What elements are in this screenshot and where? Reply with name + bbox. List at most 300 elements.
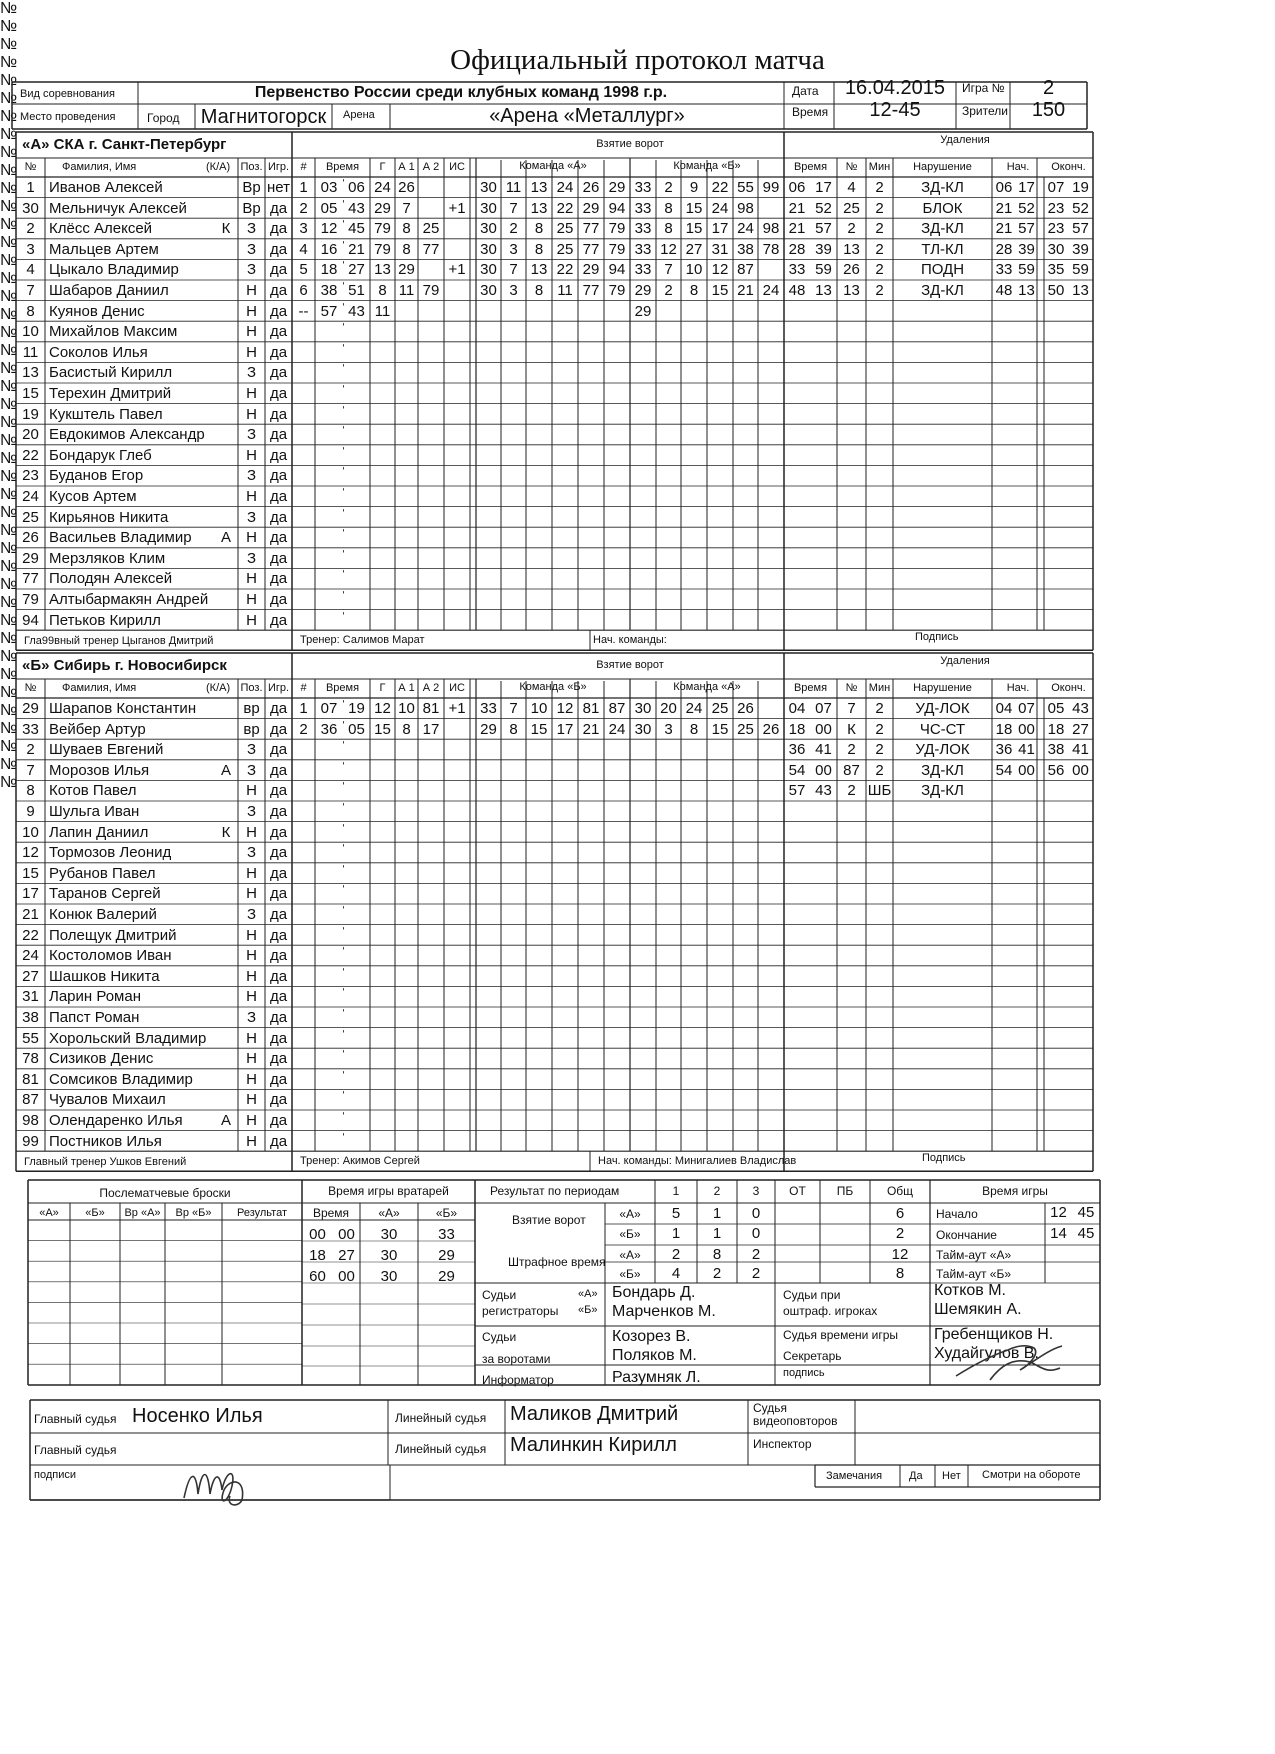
on-ice-own: 7	[509, 261, 518, 279]
goal-minute: 38	[320, 282, 338, 299]
penalty-start-sec: 59	[1018, 261, 1035, 279]
goal-minute: 07	[320, 700, 338, 717]
on-ice-own: 17	[556, 720, 574, 738]
period-value: 1	[671, 1225, 681, 1242]
player-name: Цыкало Владимир	[49, 261, 179, 279]
time-separator: ˈ	[341, 197, 346, 215]
goal-number: 1	[299, 700, 308, 717]
player-name: Сизиков Денис	[49, 1050, 154, 1068]
scorer-b: Марченков М.	[612, 1303, 716, 1320]
penalty-minute: 33	[788, 261, 806, 279]
form-text: №	[0, 324, 18, 341]
time-separator: ˈ	[341, 1130, 346, 1148]
player-position: З	[246, 803, 257, 820]
secretary-signature-label: подпись	[783, 1367, 825, 1379]
penalty-infraction: ТЛ-КЛ	[921, 240, 964, 258]
on-ice-own: 13	[530, 199, 548, 217]
scorers-label: Судьи	[482, 1288, 517, 1302]
period-value: 2	[751, 1265, 761, 1282]
penalty-minutes: 2	[875, 179, 884, 196]
on-ice-opp: 33	[634, 220, 652, 238]
penalty-player: 26	[843, 261, 860, 279]
timeout-b-label: Тайм-аут «Б»	[936, 1267, 1012, 1281]
period-pim-label: Штрафное время	[508, 1255, 606, 1269]
penalty-second: 59	[815, 261, 832, 279]
on-ice-opp: 26	[762, 720, 780, 738]
on-ice-own: 94	[608, 199, 626, 217]
player-number: 55	[22, 1029, 39, 1047]
form-text: №	[0, 270, 18, 287]
col-pen-time: Время	[793, 682, 828, 694]
player-position: Н	[246, 611, 257, 629]
player-number: 7	[26, 761, 35, 779]
period-value: 12	[891, 1246, 909, 1263]
penalty-judge-2: Шемякин А.	[934, 1301, 1022, 1318]
player-number: 81	[22, 1070, 39, 1088]
player-played: нет	[267, 179, 290, 196]
player-position: Вр	[242, 179, 261, 196]
goal-number: 5	[299, 261, 308, 279]
player-number: 2	[26, 741, 35, 759]
form-text: №	[0, 432, 18, 449]
goal-scorer: 12	[374, 700, 391, 717]
penalty-start-min: 36	[995, 741, 1013, 759]
player-played: да	[269, 323, 288, 341]
time-separator: ˈ	[341, 821, 346, 839]
player-position: Н	[246, 864, 257, 882]
goal-minute: 36	[320, 720, 338, 738]
player-position: Н	[246, 1132, 257, 1150]
goal-scorer: 79	[374, 220, 391, 238]
form-text: №	[0, 522, 18, 539]
scorer-b-tag: «Б»	[578, 1304, 598, 1316]
player-name: Костоломов Иван	[49, 947, 172, 965]
period-value: 0	[751, 1225, 761, 1242]
player-name: Куянов Денис	[49, 302, 145, 320]
player-position: Н	[246, 385, 257, 402]
penalty-end-min: 23	[1047, 220, 1065, 238]
goalie-a: 30	[380, 1268, 398, 1285]
on-ice-opp: 25	[711, 700, 729, 717]
arena-value: «Арена «Металлург»	[489, 105, 685, 127]
time-separator: ˈ	[341, 1048, 346, 1066]
period-value: 1	[712, 1225, 722, 1242]
scorer-a: Бондарь Д.	[612, 1284, 696, 1301]
col-name: Фамилия, Имя	[62, 682, 137, 694]
time-separator: ˈ	[341, 465, 346, 483]
player-position: Вр	[242, 199, 261, 217]
on-ice-own: 30	[480, 199, 497, 217]
player-position: Н	[246, 823, 257, 841]
col-goal-time: Время	[325, 682, 360, 694]
player-name: Таранов Сергей	[49, 885, 161, 903]
player-position: Н	[246, 446, 257, 464]
penalty-minute: 21	[788, 220, 806, 238]
player-name: Васильев Владимир	[49, 529, 192, 547]
form-text: №	[0, 774, 18, 791]
goal-number: --	[298, 302, 309, 320]
penalty-start-sec: 17	[1018, 179, 1035, 196]
period-value: 6	[895, 1205, 905, 1222]
goalie-second: 27	[338, 1247, 355, 1264]
on-ice-own: 24	[556, 179, 574, 196]
player-name: Иванов Алексей	[49, 179, 163, 196]
penalty-end-sec: 39	[1072, 240, 1089, 258]
player-name: Хорольский Владимир	[49, 1029, 207, 1047]
linesman-2: Малинкин Кирилл	[510, 1434, 677, 1456]
form-text: №	[0, 738, 18, 755]
arena-label: Арена	[343, 109, 375, 121]
player-number: 31	[22, 988, 39, 1006]
penalty-end-sec: 59	[1072, 261, 1089, 279]
player-played: да	[269, 803, 288, 820]
on-ice-own: 79	[608, 220, 626, 238]
on-ice-own: 25	[556, 240, 574, 258]
player-played: да	[269, 220, 288, 238]
player-number: 38	[22, 1009, 39, 1026]
time-value: 12-45	[869, 99, 921, 121]
form-text: №	[0, 540, 18, 557]
player-played: да	[269, 823, 288, 841]
on-ice-opp: 30	[634, 700, 652, 717]
see-reverse-label: Смотри на обороте	[982, 1469, 1081, 1481]
on-ice-opp: 29	[634, 302, 652, 320]
time-separator: ˈ	[341, 424, 346, 442]
form-text: №	[0, 558, 18, 575]
on-ice-opp: 12	[660, 240, 677, 258]
player-position: З	[246, 508, 257, 526]
player-position: З	[246, 761, 257, 779]
period-value: 2	[712, 1265, 722, 1282]
penalty-minutes: ШБ	[867, 782, 892, 800]
time-separator: ˈ	[341, 1007, 346, 1024]
player-played: да	[269, 364, 288, 382]
goal-second: 51	[348, 282, 365, 299]
player-position: Н	[246, 529, 257, 547]
goalie-a: 30	[380, 1247, 398, 1264]
period-col: 1	[672, 1184, 680, 1198]
penalty-start-min: 21	[995, 220, 1013, 238]
player-name: Тормозов Леонид	[49, 844, 172, 862]
player-name: Басистый Кирилл	[49, 364, 173, 382]
on-ice-own: 11	[557, 282, 573, 299]
player-played: да	[269, 426, 288, 444]
player-number: 78	[22, 1050, 39, 1068]
player-number: 22	[22, 446, 39, 464]
on-ice-opp: 15	[685, 199, 703, 217]
on-ice-own: 33	[480, 700, 497, 717]
player-name: Котов Павел	[49, 782, 137, 800]
player-played: да	[269, 385, 288, 402]
player-played: да	[269, 488, 288, 505]
remarks-no: Нет	[942, 1470, 961, 1482]
goal-assist-1: 26	[398, 179, 415, 196]
col-pen-infraction: Нарушение	[913, 161, 972, 173]
period-team-tag: «А»	[619, 1207, 641, 1221]
player-number: 15	[22, 385, 39, 402]
time-separator: ˈ	[341, 759, 346, 777]
goal-judge-2: Поляков М.	[612, 1347, 697, 1364]
time-separator: ˈ	[341, 780, 346, 798]
player-played: да	[269, 1029, 288, 1047]
col-goal-num: #	[300, 682, 307, 694]
form-text: №	[0, 342, 18, 359]
player-position: З	[246, 261, 257, 279]
goalie-time-col: Время	[312, 1206, 350, 1220]
player-number: 8	[26, 782, 35, 800]
player-played: да	[269, 885, 288, 903]
penalty-minute: 21	[788, 199, 806, 217]
on-ice-own: 26	[582, 179, 600, 196]
penalty-end-sec: 00	[1072, 761, 1089, 779]
goal-minute: 03	[320, 179, 338, 196]
on-ice-own: 30	[480, 261, 497, 279]
team-title: «А» СКА г. Санкт-Петербург	[22, 136, 227, 153]
col-pen-min: Мин	[868, 682, 891, 694]
on-ice-own: 10	[530, 700, 548, 717]
player-name: Кукштель Павел	[49, 405, 163, 423]
form-text: №	[0, 54, 18, 71]
penalty-start-min: 33	[995, 261, 1013, 279]
penalty-end-sec: 27	[1072, 720, 1089, 738]
on-ice-own: 77	[582, 220, 600, 238]
player-captain-mark: К	[221, 220, 231, 238]
col-assist-2: А 2	[422, 161, 440, 173]
penalty-end-min: 56	[1047, 761, 1065, 779]
player-position: Н	[246, 405, 257, 423]
coach: Тренер: Акимов Сергей	[300, 1155, 420, 1168]
col-pen-end: Оконч.	[1051, 161, 1086, 173]
player-position: Н	[246, 988, 257, 1006]
player-name: Ларин Роман	[49, 988, 141, 1006]
penalty-start-sec: 52	[1018, 199, 1035, 217]
player-played: да	[269, 761, 288, 779]
goals-section-title: Взятие ворот	[596, 138, 664, 150]
player-captain-mark: К	[221, 823, 231, 841]
goal-assist-1: 10	[398, 700, 415, 717]
on-ice-opp: 15	[711, 282, 729, 299]
player-position: З	[246, 364, 257, 382]
player-played: да	[269, 1112, 288, 1129]
on-ice-opp: 78	[762, 240, 780, 258]
player-number: 99	[22, 1132, 39, 1150]
col-assist-1: А 1	[398, 682, 415, 694]
game-end-minute: 14	[1050, 1225, 1067, 1242]
penalty-start-sec: 39	[1018, 240, 1035, 258]
game-time-title: Время игры	[982, 1184, 1048, 1198]
penalty-end-min: 18	[1047, 720, 1065, 738]
penalty-end-sec: 43	[1072, 700, 1089, 717]
penalty-start-sec: 00	[1018, 720, 1035, 738]
goalie-minute: 60	[309, 1268, 326, 1285]
player-played: да	[269, 720, 288, 738]
period-value: 8	[712, 1246, 722, 1263]
player-played: да	[269, 529, 288, 547]
on-ice-opp: 55	[737, 179, 754, 196]
goal-minute: 16	[320, 240, 338, 258]
penalty-minutes: 2	[875, 240, 884, 258]
player-number: 23	[22, 467, 39, 485]
penalty-second: 52	[815, 199, 832, 217]
penalty-minute: 54	[788, 761, 806, 779]
player-number: 3	[26, 240, 35, 258]
on-ice-opp: 8	[689, 720, 699, 738]
player-name: Конюк Валерий	[49, 906, 157, 923]
goal-assist-1: 29	[398, 261, 415, 279]
goal-second: 19	[348, 700, 365, 717]
goal-judges-label-2: за воротами	[482, 1352, 551, 1366]
player-played: да	[269, 467, 288, 485]
penalty-minute: 18	[788, 720, 806, 738]
signature-label: Подпись	[922, 1152, 966, 1165]
on-ice-own: 8	[509, 720, 518, 738]
period-value: 2	[895, 1225, 905, 1242]
penalty-infraction: ЗД-КЛ	[921, 782, 964, 800]
player-number: 7	[26, 282, 35, 299]
player-played: да	[269, 199, 288, 217]
form-text: №	[0, 198, 18, 215]
form-text: №	[0, 648, 18, 665]
player-position: вр	[243, 720, 260, 738]
on-ice-opp: 15	[685, 220, 703, 238]
penalty-end-min: 30	[1047, 240, 1065, 258]
penalty-minute: 36	[788, 741, 806, 759]
penalty-infraction: ЗД-КЛ	[921, 220, 964, 238]
goal-second: 05	[348, 720, 365, 738]
penalty-minute: 28	[788, 240, 806, 258]
on-ice-own: 8	[534, 220, 544, 238]
period-value: 1	[712, 1205, 722, 1222]
goal-minute: 18	[320, 261, 338, 279]
player-played: да	[269, 282, 288, 299]
player-name: Постников Илья	[49, 1132, 162, 1150]
period-value: 2	[751, 1246, 761, 1263]
player-position: Н	[246, 570, 257, 588]
penalty-player: 2	[847, 782, 856, 800]
player-position: З	[246, 426, 257, 444]
time-separator: ˈ	[341, 965, 346, 983]
time-separator: ˈ	[341, 486, 346, 503]
col-pen-time: Время	[793, 161, 828, 173]
referee-1: Носенко Илья	[132, 1405, 263, 1427]
player-name: Олендаренко Илья	[49, 1112, 183, 1129]
player-number: 30	[22, 199, 39, 217]
on-ice-own: 30	[480, 220, 497, 238]
video-judge-label: Судья	[753, 1401, 788, 1415]
form-text: №	[0, 504, 18, 521]
penalty-end-sec: 52	[1072, 199, 1089, 217]
col-assist-1: А 1	[398, 161, 415, 173]
player-played: да	[269, 1009, 288, 1026]
timeout-a-label: Тайм-аут «А»	[936, 1248, 1012, 1262]
time-separator: ˈ	[341, 547, 346, 565]
penalty-minute: 57	[788, 782, 806, 800]
player-number: 20	[22, 426, 39, 444]
on-ice-opp: 2	[664, 179, 673, 196]
player-position: Н	[246, 343, 257, 361]
penalty-start-min: 28	[995, 240, 1013, 258]
player-name: Мерзляков Клим	[49, 549, 166, 567]
on-ice-own: 7	[509, 199, 518, 217]
scorers-label-2: регистраторы	[482, 1304, 559, 1318]
periods-title: Результат по периодам	[490, 1184, 620, 1198]
col-assist-2: А 2	[422, 682, 440, 694]
goal-strength: +1	[448, 199, 466, 217]
on-ice-own: 3	[509, 240, 518, 258]
goal-assist-1: 7	[402, 199, 411, 217]
period-value: 2	[671, 1246, 681, 1263]
form-text: №	[0, 252, 18, 269]
time-separator: ˈ	[341, 321, 346, 339]
on-ice-own: 29	[480, 720, 497, 738]
period-col: ПБ	[836, 1184, 854, 1198]
player-name: Евдокимов Александр	[49, 426, 205, 444]
player-name: Бондарук Глеб	[49, 446, 152, 464]
team-title: «Б» Сибирь г. Новосибирск	[22, 657, 227, 674]
on-ice-opp: 24	[711, 199, 729, 217]
penalty-player: 87	[843, 761, 860, 779]
player-name: Папст Роман	[49, 1009, 140, 1026]
remarks-label: Замечания	[826, 1470, 883, 1482]
goal-second: 06	[348, 179, 365, 196]
competition-name: Первенство России среди клубных команд 1998 г.р.	[254, 84, 668, 101]
player-number: 33	[22, 720, 39, 738]
penalty-infraction: ПОДН	[920, 261, 965, 279]
form-text: №	[0, 702, 18, 719]
time-separator: ˈ	[341, 739, 346, 757]
player-played: да	[269, 240, 288, 258]
player-position: З	[246, 906, 257, 923]
time-separator: ˈ	[341, 238, 346, 256]
on-ice-own: 11	[505, 179, 522, 196]
on-ice-opp: 38	[737, 240, 754, 258]
player-position: З	[246, 220, 257, 238]
penalty-second: 07	[815, 700, 832, 717]
goalie-b: 33	[438, 1226, 455, 1243]
player-number: 25	[22, 508, 39, 526]
penalty-judge-1: Котков М.	[934, 1282, 1006, 1299]
player-position: З	[246, 549, 257, 567]
on-ice-own: 29	[582, 199, 600, 217]
player-position: Н	[246, 591, 257, 608]
col-goal-num: #	[300, 161, 307, 173]
on-ice-opp: 24	[762, 282, 780, 299]
player-number: 98	[22, 1112, 39, 1129]
player-position: Н	[246, 1029, 257, 1047]
referee-signature	[180, 1460, 260, 1510]
col-goal: Г	[379, 682, 386, 694]
player-number: 10	[22, 323, 39, 341]
col-num: №	[24, 682, 37, 694]
penalty-start-min: 21	[995, 199, 1013, 217]
penalty-player: К	[847, 720, 856, 738]
col-played: Игр.	[267, 161, 290, 173]
competition-label: Вид соревнования	[20, 88, 115, 100]
col-num: №	[24, 161, 37, 173]
player-number: 77	[22, 570, 39, 588]
time-separator: ˈ	[341, 1027, 346, 1045]
form-text: №	[0, 18, 18, 35]
penalty-second: 00	[815, 720, 832, 738]
period-col: 2	[713, 1184, 721, 1198]
penalty-second: 41	[815, 741, 832, 759]
penalty-minutes: 2	[875, 199, 884, 217]
shootout-col: «А»	[39, 1207, 59, 1219]
player-name: Терехин Дмитрий	[49, 385, 172, 402]
on-ice-own: 22	[556, 261, 574, 279]
on-ice-opp: 9	[689, 179, 699, 196]
goalie-b: 29	[438, 1247, 455, 1264]
